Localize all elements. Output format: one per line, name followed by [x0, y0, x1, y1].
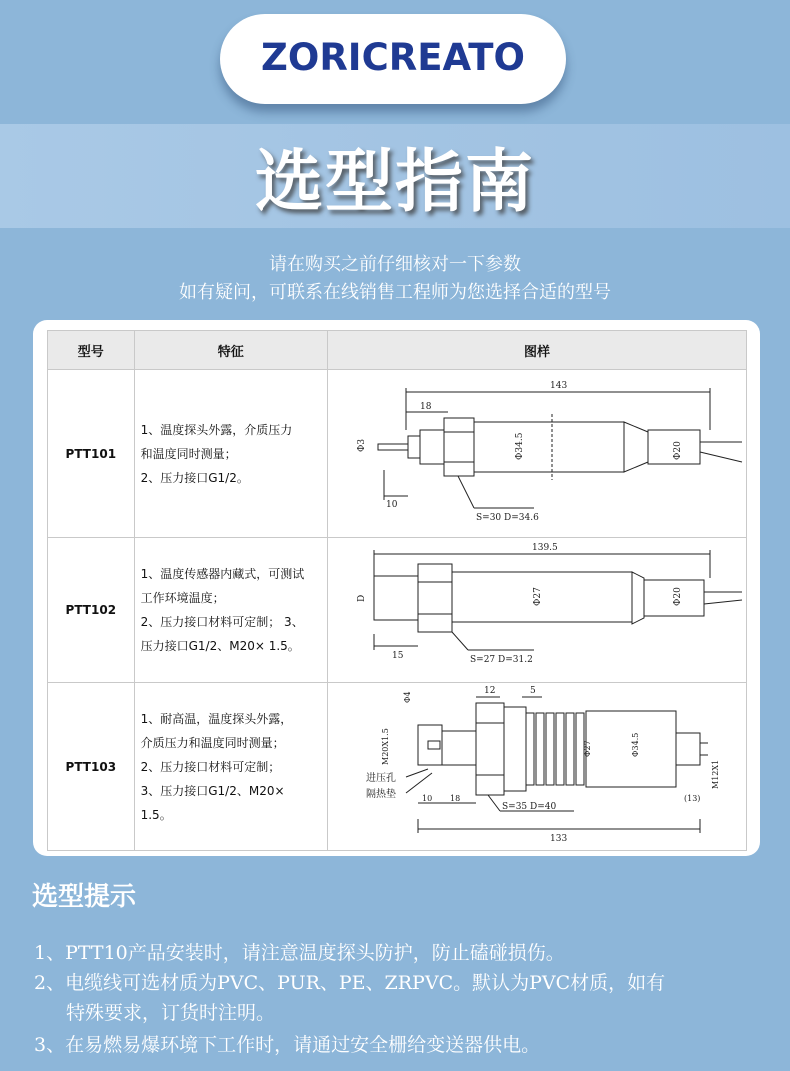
dim-d1: Φ27	[532, 587, 543, 606]
dim-total: 139.5	[531, 543, 558, 553]
dim-d1: Φ34.5	[514, 432, 525, 460]
feature-line: 2、压力接口材料可定制； 3、	[140, 615, 304, 629]
feature-line: 1、温度探头外露，介质压力	[140, 422, 293, 437]
table-row	[48, 538, 747, 683]
dim-a: 12	[483, 686, 496, 696]
selection-table	[47, 330, 747, 851]
drawing-cell	[327, 370, 746, 538]
drawing-cell	[327, 683, 746, 851]
header-model: 型号	[48, 331, 135, 370]
model-cell: PTT103	[48, 683, 135, 851]
feature-line: 介质压力和温度同时测量；	[140, 735, 285, 750]
dim-d3: Φ3	[356, 438, 367, 452]
dim-s: S=30 D=34.6	[475, 513, 539, 523]
dim-d2: Φ20	[672, 587, 683, 606]
selection-table-card	[33, 320, 760, 856]
dim-d1: Φ27	[582, 740, 592, 757]
feature-line: 1.5。	[140, 807, 172, 822]
model-cell: PTT102	[48, 538, 135, 683]
ptt103-drawing	[328, 683, 746, 847]
feature-line: 3、压力接口G1/2、M20×	[140, 783, 285, 798]
dim-b: 10	[385, 500, 398, 510]
label-insulation-pad: 隔热垫	[365, 789, 396, 800]
dim-s: S=35 D=40	[501, 802, 557, 812]
dim-s: S=27 D=31.2	[469, 655, 533, 665]
dim-c: 10	[421, 794, 433, 803]
table-header-row	[48, 331, 747, 370]
table-row	[48, 370, 747, 538]
model-cell: PTT101	[48, 370, 135, 538]
feature-line: 压力接口G1/2、M20× 1.5。	[140, 639, 300, 653]
features-cell	[134, 370, 327, 538]
ptt101-drawing	[328, 370, 746, 534]
feature-line: 和温度同时测量；	[140, 446, 237, 461]
dim-d2: Φ20	[672, 441, 683, 460]
dim-f: (13)	[683, 794, 701, 803]
features-cell	[134, 683, 327, 851]
features-cell	[134, 538, 327, 683]
header-drawing: 图样	[327, 331, 746, 370]
dim-d2: Φ34.5	[630, 732, 640, 757]
brand-logo: ZORICREATO	[261, 36, 525, 79]
tip-item-3: 3、在易燃易爆环境下工作时，请通过安全栅给变送器供电。	[34, 1034, 541, 1056]
feature-line: 1、温度传感器内藏式，可测试	[140, 567, 305, 581]
dim-d3: D	[356, 594, 367, 602]
dim-total: 143	[549, 381, 568, 391]
feature-line: 1、耐高温，温度探头外露，	[140, 711, 293, 726]
dim-d3: Φ4	[402, 691, 412, 703]
subtitle-line-1: 请在购买之前仔细核对一下参数	[269, 254, 521, 275]
dim-a: 18	[419, 402, 432, 412]
dim-e: 18	[449, 794, 461, 803]
dim-b: 5	[529, 686, 536, 696]
dim-a: 15	[391, 651, 404, 661]
feature-line: 工作环境温度；	[140, 591, 225, 605]
logo-badge	[220, 14, 566, 104]
ptt102-drawing	[328, 538, 746, 679]
table-row	[48, 683, 747, 851]
tips-title: 选型提示	[32, 882, 137, 912]
tip-item-1: 1、PTT10产品安装时，请注意温度探头防护，防止磕碰损伤。	[34, 942, 565, 964]
dim-thread2: M12X1	[710, 759, 720, 789]
header-features: 特征	[134, 331, 327, 370]
dim-thread1: M20X1.5	[380, 728, 390, 765]
tip-item-2-continued: 特殊要求，订货时注明。	[66, 1002, 276, 1024]
feature-line: 2、压力接口材料可定制；	[140, 759, 281, 774]
subtitle-line-2: 如有疑问，可联系在线销售工程师为您选择合适的型号	[179, 282, 611, 303]
drawing-cell	[327, 538, 746, 683]
label-pressure-hole: 进压孔	[365, 773, 396, 784]
dim-total: 133	[549, 834, 568, 844]
tip-item-2: 2、电缆线可选材质为PVC、PUR、PE、ZRPVC。默认为PVC材质，如有	[34, 972, 666, 994]
page-title: 选型指南	[254, 143, 535, 222]
feature-line: 2、压力接口G1/2。	[140, 470, 249, 485]
